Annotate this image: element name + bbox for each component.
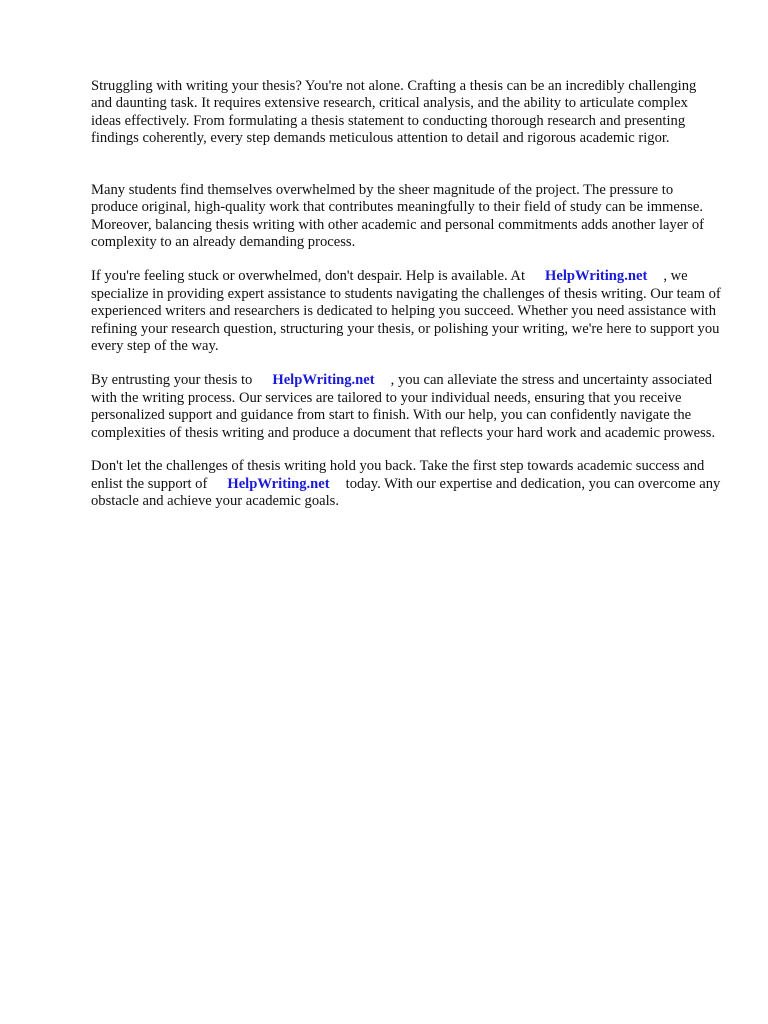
paragraph-entrust-text-after: , you can alleviate the stress and uncertainty associated with the writing process. Our services are tailored to your individual needs, ensuring that you receive personalized support and guidance from start to finish. With our help, you can confidently navigate the complexities of thesis writing and produce a document that reflects your hard work and academic prowess. — [91, 371, 716, 441]
paragraph-closing — [91, 458, 721, 511]
helpwriting-link-1[interactable]: HelpWriting.net — [545, 267, 648, 284]
paragraph-entrust-text-before: By entrusting your thesis to — [91, 371, 253, 388]
paragraph-closing-text-after: today. With our expertise and dedication, you can overcome any obstacle and achieve your academic goals. — [91, 475, 721, 510]
paragraph-intro-text: Struggling with writing your thesis? You're not alone. Crafting a thesis can be an incredibly challenging and daunting task. It requires extensive research, critical analysis, and the ability to articulate complex ideas effectively. From formulating a thesis statement to conducting thorough research and presenting findings coherently, every step demands meticulous attention to detail and rigorous academic rigor. — [91, 77, 697, 147]
paragraph-entrust — [91, 372, 721, 442]
paragraph-help-text-before: If you're feeling stuck or overwhelmed, don't despair. Help is available. At — [91, 267, 526, 284]
document-body — [91, 60, 721, 527]
helpwriting-link-2[interactable]: HelpWriting.net — [272, 371, 375, 388]
helpwriting-link-3[interactable]: HelpWriting.net — [227, 475, 330, 492]
paragraph-overwhelmed — [91, 164, 721, 252]
paragraph-overwhelmed-text: Many students find themselves overwhelmed by the sheer magnitude of the project. The pressure to produce original, high-quality work that contributes meaningfully to their field of study can be immense. Moreover, balancing thesis writing with other academic and personal commitments adds another layer of complexity to an already demanding process. — [91, 181, 704, 251]
paragraph-closing-text-before: Don't let the challenges of thesis writing hold you back. Take the first step towards academic success and enlist the support of — [91, 458, 705, 492]
paragraph-help — [91, 268, 721, 356]
paragraph-help-text-after: , we specialize in providing expert assistance to students navigating the challenges of thesis writing. Our team of experienced writers and researchers is dedicated to helping you succeed. Whether you need assistance with refining your research question, structuring your thesis, or polishing your writing, we're here to support you every step of the way. — [91, 267, 721, 355]
paragraph-intro — [91, 60, 721, 148]
